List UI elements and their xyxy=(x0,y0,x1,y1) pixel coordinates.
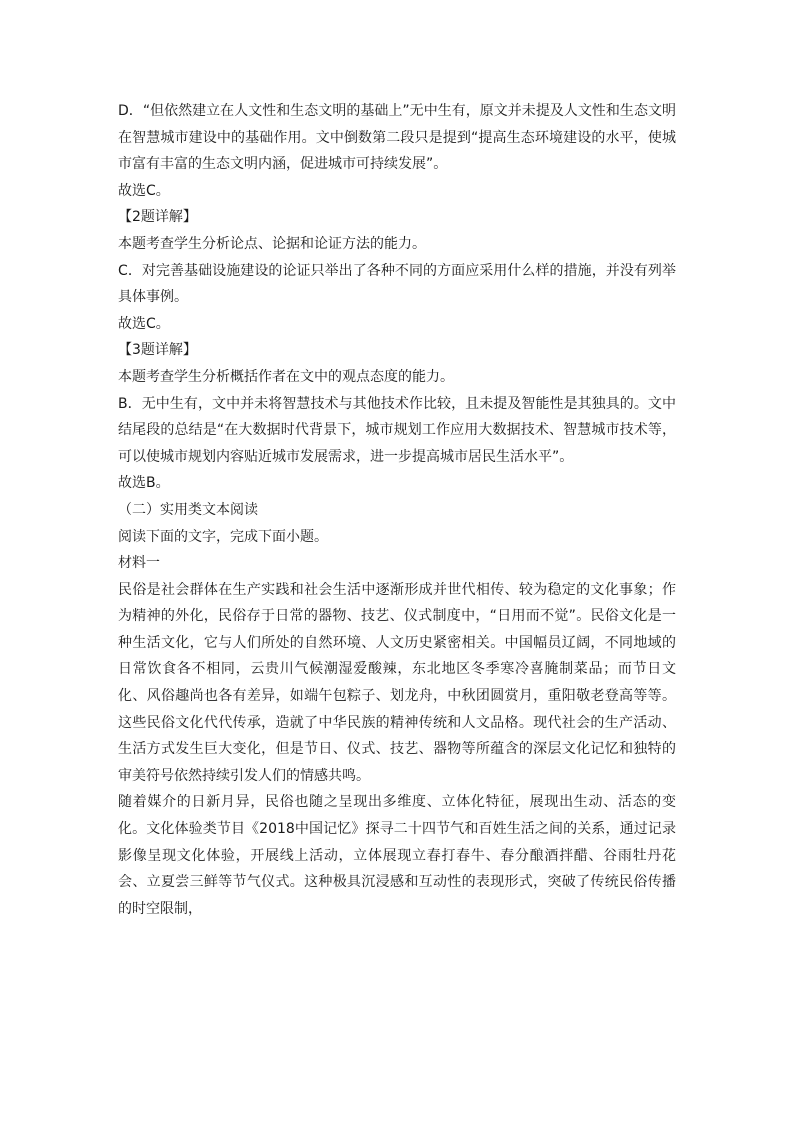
reading-instruction: 阅读下面的文字，完成下面小题。 xyxy=(118,528,328,545)
answer-explanation-c: C．对完善基础设施建设的论证只举出了各种不同的方面应采用什么样的措施，并没有列举具体事例。 xyxy=(118,262,676,306)
section-heading-q2: 【2题详解】 xyxy=(118,209,197,226)
answer-conclusion: 故选B。 xyxy=(118,475,170,492)
document-body xyxy=(118,98,676,922)
section-heading-q3: 【3题详解】 xyxy=(118,342,197,359)
material-paragraph: 随着媒介的日新月异，民俗也随之呈现出多维度、立体化特征，展现出生动、活态的变化。文化体验类节目《2018中国记忆》探寻二十四节气和百姓生活之间的关系，通过记录影像呈现文化体验，开展线上活动，立体展现立春打春牛、春分酿酒拌醋、谷雨牡丹花会、立夏尝三鲜等节气仪式。这种极具沉浸感和互动性的表现形式，突破了传统民俗传播的时空限制， xyxy=(118,794,676,917)
material-heading: 材料一 xyxy=(118,555,160,572)
question-focus: 本题考查学生分析论点、论据和论证方法的能力。 xyxy=(118,235,426,252)
answer-explanation-d: D．“但依然建立在人文性和生态文明的基础上”无中生有，原文并未提及人文性和生态文明在智慧城市建设中的基础作用。文中倒数第二段只是提到“提高生态环境建设的水平，使城市富有丰富的生态文明内涵，促进城市可持续发展”。 xyxy=(118,103,676,173)
material-paragraph: 民俗是社会群体在生产实践和社会生活中逐渐形成并世代相传、较为稳定的文化事象；作为精神的外化，民俗存于日常的器物、技艺、仪式制度中，“日用而不觉”。民俗文化是一种生活文化，它与人们所处的自然环境、人文历史紧密相关。中国幅员辽阔，不同地域的日常饮食各不相同，云贵川气候潮湿爱酸辣，东北地区冬季寒冷喜腌制菜品；而节日文化、风俗趣尚也各有差异，如端午包粽子、划龙舟，中秋团圆赏月，重阳敬老登高等等。这些民俗文化代代传承，造就了中华民族的精神传统和人文品格。现代社会的生产活动、生活方式发生巨大变化，但是节日、仪式、技艺、器物等所蕴含的深层文化记忆和独特的审美符号依然持续引发人们的情感共鸣。 xyxy=(118,581,676,784)
section-heading-practical-reading: （二）实用类文本阅读 xyxy=(118,501,258,518)
answer-conclusion: 故选C。 xyxy=(118,315,170,332)
question-focus: 本题考查学生分析概括作者在文中的观点态度的能力。 xyxy=(118,368,454,385)
answer-explanation-b: B．无中生有，文中并未将智慧技术与其他技术作比较，且未提及智能性是其独具的。文中结尾段的总结是“在大数据时代背景下，城市规划工作应用大数据技术、智慧城市技术等，可以使城市规划内容贴近城市发展需求，进一步提高城市居民生活水平”。 xyxy=(118,395,676,465)
answer-conclusion: 故选C。 xyxy=(118,182,170,199)
